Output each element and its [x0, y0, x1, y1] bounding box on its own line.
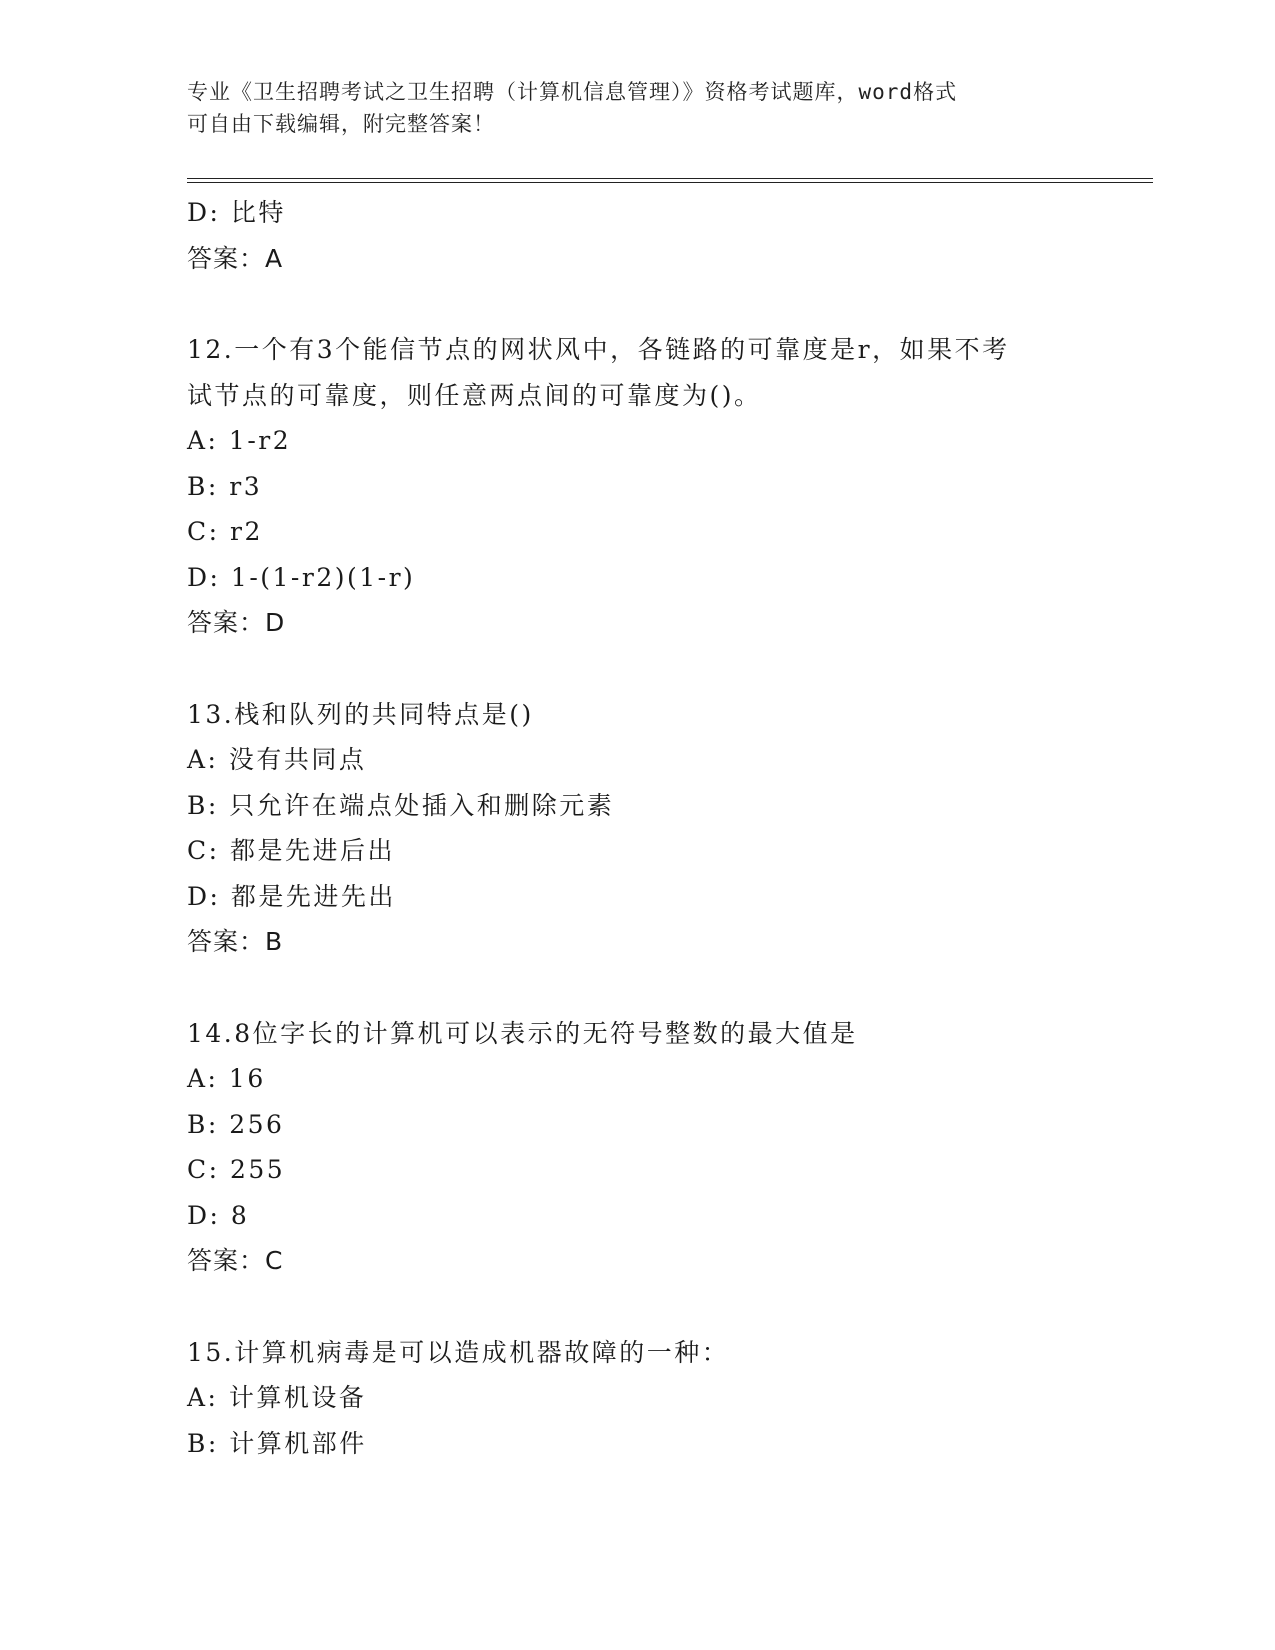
question-15: [187, 1330, 1087, 1467]
option-d: D: 1-(1-r2)(1-r): [187, 562, 416, 592]
page-header: [187, 76, 1067, 140]
question-stem-continued: 试节点的可靠度，则任意两点间的可靠度为()。: [187, 380, 762, 410]
option-a: A: 16: [187, 1064, 266, 1093]
option-b: B: 计算机部件: [187, 1428, 367, 1458]
option-b: B: r3: [187, 471, 263, 501]
header-divider-top: [187, 178, 1153, 179]
question-13: [187, 692, 1087, 965]
option-d: D: 比特: [187, 198, 286, 227]
option-b: B: 256: [187, 1109, 285, 1139]
question-stem: 13.栈和队列的共同特点是(): [187, 699, 534, 729]
question-14: [187, 1011, 1087, 1284]
option-d: D: 都是先进先出: [187, 881, 396, 911]
answer-line: 答案：B: [187, 927, 284, 956]
option-b: B: 只允许在端点处插入和删除元素: [187, 790, 615, 820]
header-line-2: 可自由下载编辑，附完整答案！: [187, 112, 495, 136]
answer-line: 答案：C: [187, 1246, 284, 1275]
option-c: C: 255: [187, 1155, 286, 1184]
option-a: A: 计算机设备: [187, 1383, 367, 1412]
option-c: C: 都是先进后出: [187, 836, 395, 865]
question-fragment: [187, 190, 1087, 281]
answer-line: 答案：A: [187, 243, 284, 273]
header-line-1: 专业《卫生招聘考试之卫生招聘（计算机信息管理）》资格考试题库，word格式: [187, 80, 958, 104]
header-divider-bottom: [187, 182, 1153, 183]
question-stem: 12.一个有3个能信节点的网状风中，各链路的可靠度是r，如果不考: [187, 335, 1010, 364]
question-list: [187, 190, 1087, 1466]
question-12: [187, 327, 1087, 646]
option-d: D: 8: [187, 1200, 250, 1230]
question-stem: 15.计算机病毒是可以造成机器故障的一种：: [187, 1337, 730, 1367]
option-c: C: r2: [187, 517, 263, 546]
option-a: A: 1-r2: [187, 426, 292, 455]
question-stem: 14.8位字长的计算机可以表示的无符号整数的最大值是: [187, 1018, 858, 1048]
option-a: A: 没有共同点: [187, 745, 367, 774]
answer-line: 答案：D: [187, 608, 286, 637]
